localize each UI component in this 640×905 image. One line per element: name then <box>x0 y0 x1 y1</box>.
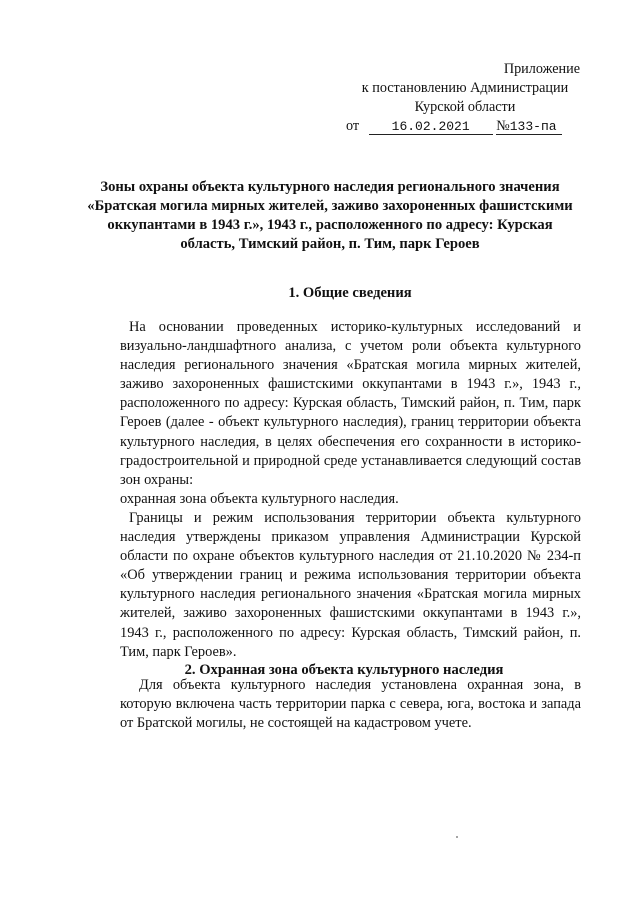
paragraph: На основании проведенных историко-культурных исследований и визуально-ландшафтного анализа, с учетом роли объекта культурного наследия регионального значения «Братская могила мирных жителей, заживо захороненных фашистскими оккупантами в 1943 г.», 1943 г., расположенного по адресу: Курская область, Тимский район, п. Тим, парк Героев (далее - объект культурного наследия), границ территории объекта культурного наследия, в целях обеспечения его сохранности в историко-градостроительной и природной среде устанавливается следующий состав зон охраны: <box>120 319 581 488</box>
number-prefix: № <box>496 118 510 134</box>
paragraph: охранная зона объекта культурного наследия. <box>120 490 399 507</box>
scan-speck <box>456 836 458 838</box>
appendix-resolution: к постановлению Администрации <box>361 80 569 96</box>
resolution-date: 16.02.2021 <box>391 119 470 134</box>
paragraph: Для объекта культурного наследия установлена охранная зона, в которую включена часть территории парка с севера, юга, востока и запада от Братской могилы, не состоящей на кадастровом учете. <box>120 677 581 732</box>
section-body-protection-zone <box>120 676 581 733</box>
appendix-region: Курской области <box>414 99 516 115</box>
appendix-date-line <box>340 117 590 136</box>
document-title: Зоны охраны объекта культурного наследия регионального значения «Братская могила мирных жителей, заживо захороненных фашистскими оккупантами в 1943 г.», 1943 г., расположенного по адресу: Курская область, Тимский район, п. Тим, парк Героев <box>87 179 573 252</box>
resolution-number: 133-па <box>509 119 557 134</box>
section-body-general <box>120 318 581 662</box>
appendix-block <box>340 60 590 136</box>
section-heading-general: 1. Общие сведения <box>288 285 412 301</box>
appendix-label: Приложение <box>503 61 580 77</box>
section-heading-protection-zone: 2. Охранная зона объекта культурного наследия <box>184 662 504 678</box>
date-prefix: от <box>346 118 360 134</box>
paragraph: Границы и режим использования территории объекта культурного наследия утверждены приказом управления Администрации Курской области по охране объектов культурного наследия от 21.10.2020 № 234-п «Об утверждении границ и режима использования территории объекта культурного наследия регионального значения «Братская могила мирных жителей, заживо захороненных фашистскими оккупантами в 1943 г.», 1943 г., расположенного по адресу: Курская область, Тимский район, п. Тим, парк Героев». <box>120 509 581 660</box>
